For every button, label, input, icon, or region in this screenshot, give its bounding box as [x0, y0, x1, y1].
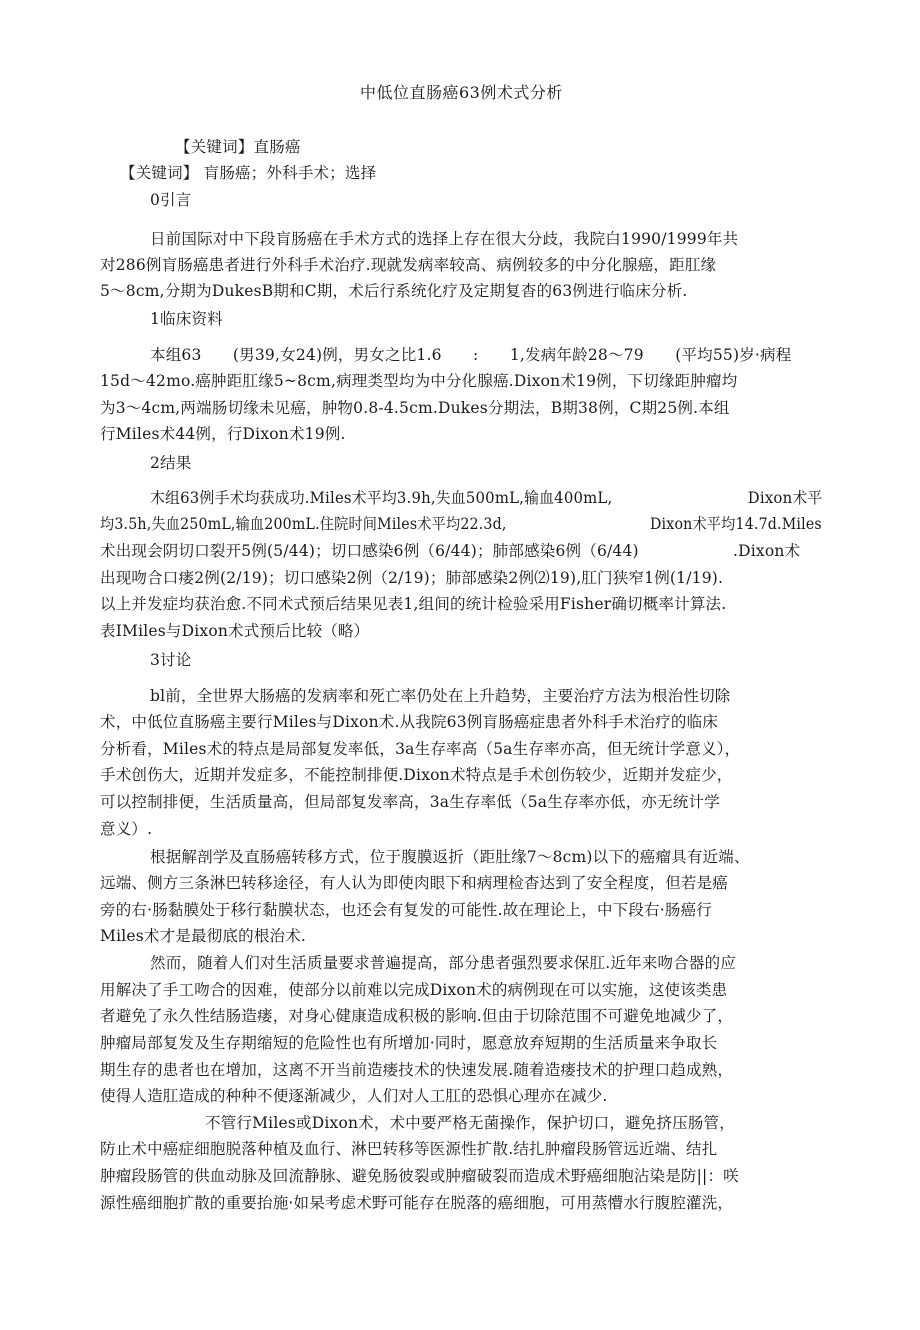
paragraph-line: 5～8cm,分期为DukesB期和C期，术后行系统化疗及定期复杳的63例进行临床分析. — [100, 282, 688, 300]
paragraph-line: 根据解剖学及直肠癌转移方式，位于腹膜返折（距肚缘7～8cm)以下的癌瘤具有近端、 — [150, 848, 750, 866]
paragraph-line: 对286例肓肠癌患者进行外科手术治疗.现就发病率较高、病例较多的中分化腺癌，距肛缘 — [100, 256, 717, 274]
paragraph-line: 均3.5h,失血250mL,输血200mL.住院时间Miles术平均22.3d, Dixon术平均14.7d.Miles — [100, 515, 822, 533]
paragraph-line: 旁的右·肠黏膜处于移行黏膜状态，也还会有复发的可能性.故在理论上，中下段右·肠癌行 — [100, 901, 712, 919]
paragraph-line: 本组63 (男39,女24)例，男女之比1.6 : 1,发病年龄28～79 (平均55)岁·病程 — [150, 346, 792, 364]
paragraph-line: 肿瘤局部复发及生存期缩短的危险性也有所增加·同时，愿意放弃短期的生活质量来争取长 — [100, 1034, 718, 1052]
paragraph-line: 日前国际对中下段肓肠癌在手术方式的选择上存在很大分歧，我院白1990/1999年共 — [150, 230, 739, 248]
section-heading-discussion: 3讨论 — [150, 651, 192, 669]
paragraph-line: 术出现会阴切口裂开5例(5/44)；切口感染6例（6/44)；肺部感染6例（6/44) .Dixon术 — [100, 542, 801, 560]
table-caption: 表IMiles与Dixon术式预后比较（略） — [100, 622, 370, 640]
section-heading-results: 2结果 — [150, 454, 192, 472]
paragraph-line: 然而，随着人们对生活质量要求普遍提高，部分患者强烈要求保肛.近年来吻合器的应 — [150, 954, 737, 972]
paragraph-line: 15d～42mo.癌肿距肛缘5~8cm,病理类型均为中分化腺癌.Dixon术19例，下切缘距肿瘤均 — [100, 372, 738, 390]
paragraph-line: 远端、侧方三条淋巴转移途径，有人认为即使肉眼下和病理检杳达到了安全程度，但若是癌 — [100, 874, 729, 892]
paragraph-line: 以上并发症均获治愈.不同术式预后结果见表1,组间的统计检验采用Fisher确切概率计算法. — [100, 595, 727, 613]
paragraph-line: 分析看，Miles术的特点是局部复发率低，3a生存率高（5a生存率亦高，但无统计学意义）， — [100, 740, 741, 758]
document-title: 中低位直肠癌63例术式分析 — [360, 83, 563, 102]
keywords-line-1: 【关键词】直肠癌 — [175, 138, 301, 156]
section-heading-clinical-data: 1临床资料 — [150, 310, 223, 328]
paragraph-line: bl前，全世界大肠癌的发病率和死亡率仍处在上升趋势，主要治疗方法为根治性切除 — [150, 687, 731, 705]
paragraph-line: 期生存的患者也在增加，这离不开当前造瘘技术的快速发展.随着造瘘技术的护理口趋成熟， — [100, 1061, 734, 1079]
paragraph-line: 肿瘤段肠管的供血动脉及回流静脉、避免肠彼裂或肿瘤破裂而造成术野癌细胞沾染是防||：咲 — [100, 1167, 739, 1185]
paragraph-line: 手术创伤大，近期并发症多，不能控制排便.Dixon术特点是手术创伤较少，近期并发症少， — [100, 766, 733, 784]
paragraph-line: 可以控制排便，生活质量高，但局部复发率高，3a生存率低（5a生存率亦低，亦无统计学 — [100, 793, 720, 811]
paragraph-line: 术，中低位直肠癌主要行Miles与Dixon术.从我院63例肓肠癌症患者外科手术治疗的临床 — [100, 713, 719, 731]
paragraph-line: 用解决了手工吻合的因难，使部分以前难以完成Dixon术的病例现在可以实施，这使该类患 — [100, 981, 728, 999]
paragraph-line: 防止术中癌症细胞脱落种植及血行、淋巴转移等医源性扩散.结扎肿瘤段肠管远近端、结扎 — [100, 1140, 718, 1158]
paragraph-line: 意义）. — [100, 820, 153, 838]
section-heading-intro: 0引言 — [150, 191, 192, 209]
paragraph-line: 不管行Miles或Dixon术，术中要严格无菌操作，保护切口，避免挤压肠管， — [205, 1114, 735, 1132]
paragraph-line: Miles术才是最彻底的根治术. — [100, 927, 307, 945]
paragraph-line: 木组63例手术均获成功.Miles术平均3.9h,失血500mL,输血400mL, Dixon术平 — [150, 489, 823, 507]
paragraph-line: 为3～4cm,两端肠切缘未见癌，肿物0.8-4.5cm.Dukes分期法，B期38例，C期25例.本组 — [100, 399, 730, 417]
paragraph-line: 出现吻合口瘘2例(2/19)；切口感染2例（2/19)；肺部感染2例⑵19),肛门狭窄1例(1/19). — [100, 569, 724, 587]
paragraph-line: 者避免了永久性结肠造瘘，对身心健康造成积极的影响.但由于切除范围不可避免地减少了， — [100, 1007, 734, 1025]
paragraph-line: 使得人造肛造成的种种不便逐渐减少，人们对人工肛的恐惧心理亦在减少. — [100, 1087, 608, 1105]
paragraph-line: 源性癌细胞扩散的重要抬施·如杲考虑术野可能存在脱落的癌细胞，可用蒸懵水行腹腔灌洗， — [100, 1194, 734, 1212]
paragraph-line: 行Miles术44例，行Dixon术19例. — [100, 425, 346, 443]
keywords-line-2: 【关键词】 肓肠癌；外科手术；选择 — [120, 164, 377, 182]
